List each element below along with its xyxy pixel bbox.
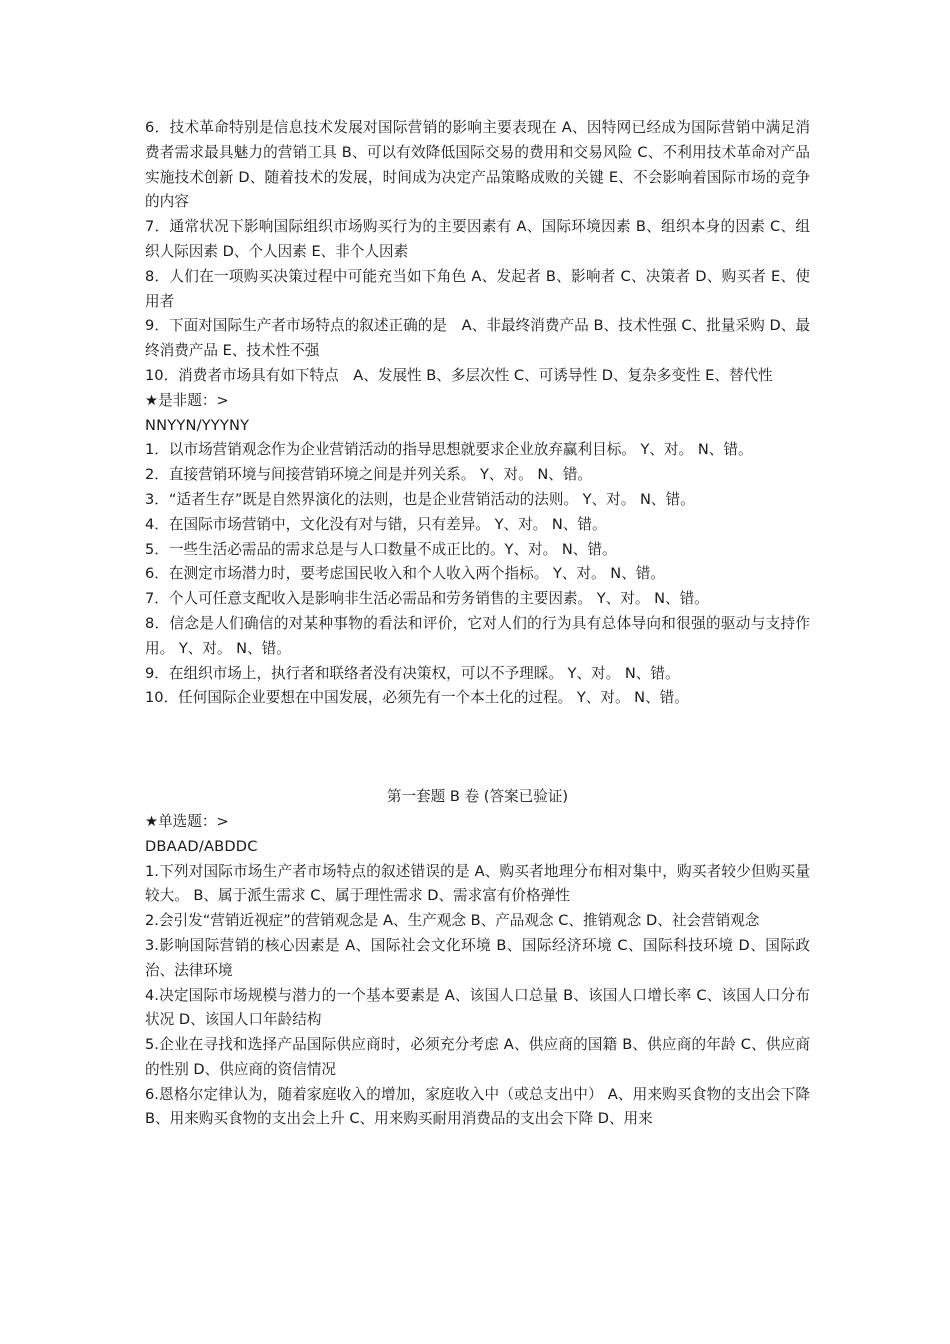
multi-choice-question: 6．技术革命特别是信息技术发展对国际营销的影响主要表现在 A、因特网已经成为国际营销中满足消费者需求最具魅力的营销工具 B、可以有效降低国际交易的费用和交易风险 C、不利用技术革命对产品实施技术创新 D、随着技术的发展，时间成为决定产品策略成败的关键 E、不会影响着国际市场的竞争的内容 — [145, 119, 810, 211]
section-title: 第一套题 B 卷 (答案已验证) — [386, 788, 569, 806]
multi-choice-question: 7．通常状况下影响国际组织市场购买行为的主要因素有 A、国际环境因素 B、组织本身的因素 C、组织人际因素 D、个人因素 E、非个人因素 — [145, 218, 810, 260]
judge-answer-key: NNYYN/YYYNY — [145, 416, 250, 434]
single-choice-question: 1.下列对国际市场生产者市场特点的叙述错误的是 A、购买者地理分布相对集中，购买者较少但购买量较大。 B、属于派生需求 C、属于理性需求 D、需求富有价格弹性 — [145, 862, 810, 905]
judge-question: 9．在组织市场上，执行者和联络者没有决策权，可以不予理睬。 Y、对。 N、错。 — [145, 664, 680, 682]
judge-question: 7．个人可任意支配收入是影响非生活必需品和劳务销售的主要因素。 Y、对。 N、错。 — [145, 590, 709, 608]
single-choice-question: 4.决定国际市场规模与潜力的一个基本要素是 A、该国人口总量 B、该国人口增长率 C、该国人口分布状况 D、该国人口年龄结构 — [145, 986, 810, 1029]
single-choice-question: 2.会引发“营销近视症”的营销观念是 A、生产观念 B、产品观念 C、推销观念 D、社会营销观念 — [145, 912, 760, 930]
single-choice-question: 3.影响国际营销的核心因素是 A、国际社会文化环境 B、国际经济环境 C、国际科技环境 D、国际政治、法律环境 — [145, 936, 810, 979]
judge-heading: ★是非题：> — [145, 391, 229, 409]
single-choice-heading: ★单选题：> — [145, 812, 229, 830]
judge-question: 8．信念是人们确信的对某种事物的看法和评价，它对人们的行为具有总体导向和很强的驱动与支持作用。 Y、对。 N、错。 — [145, 614, 810, 657]
section-spacer — [145, 711, 810, 785]
judge-question: 6．在测定市场潜力时，要考虑国民收入和个人收入两个指标。 Y、对。 N、错。 — [145, 565, 665, 583]
judge-question: 5．一些生活必需品的需求总是与人口数量不成正比的。Y、对。 N、错。 — [145, 540, 617, 558]
judge-question: 2．直接营销环境与间接营销环境之间是并列关系。 Y、对。 N、错。 — [145, 466, 593, 484]
judge-question: 4．在国际市场营销中，文化没有对与错，只有差异。 Y、对。 N、错。 — [145, 515, 607, 533]
single-answer-key: DBAAD/ABDDC — [145, 837, 258, 855]
document-page — [145, 116, 810, 1132]
single-choice-question: 5.企业在寻找和选择产品国际供应商时，必须充分考虑 A、供应商的国籍 B、供应商的年龄 C、供应商的性别 D、供应商的资信情况 — [145, 1036, 810, 1078]
single-choice-question: 6.恩格尔定律认为，随着家庭收入的增加，家庭收入中（或总支出中） A、用来购买食物的支出会下降 B、用来购买食物的支出会上升 C、用来购买耐用消费品的支出会下降 D、用来 — [145, 1085, 810, 1128]
judge-question: 1．以市场营销观念作为企业营销活动的指导思想就要求企业放弃赢利目标。 Y、对。 N、错。 — [145, 441, 753, 459]
multi-choice-question: 10．消费者市场具有如下特点 A、发展性 B、多层次性 C、可诱导性 D、复杂多变性 E、替代性 — [145, 366, 773, 384]
multi-choice-question: 9．下面对国际生产者市场特点的叙述正确的是 A、非最终消费产品 B、技术性强 C、批量采购 D、最终消费产品 E、技术性不强 — [145, 317, 810, 360]
judge-question: 3．“适者生存”既是自然界演化的法则，也是企业营销活动的法则。 Y、对。 N、错。 — [145, 490, 695, 508]
judge-question: 10．任何国际企业要想在中国发展，必须先有一个本土化的过程。 Y、对。 N、错。 — [145, 689, 689, 707]
multi-choice-question: 8．人们在一项购买决策过程中可能充当如下角色 A、发起者 B、影响者 C、决策者 D、购买者 E、使用者 — [145, 267, 810, 310]
